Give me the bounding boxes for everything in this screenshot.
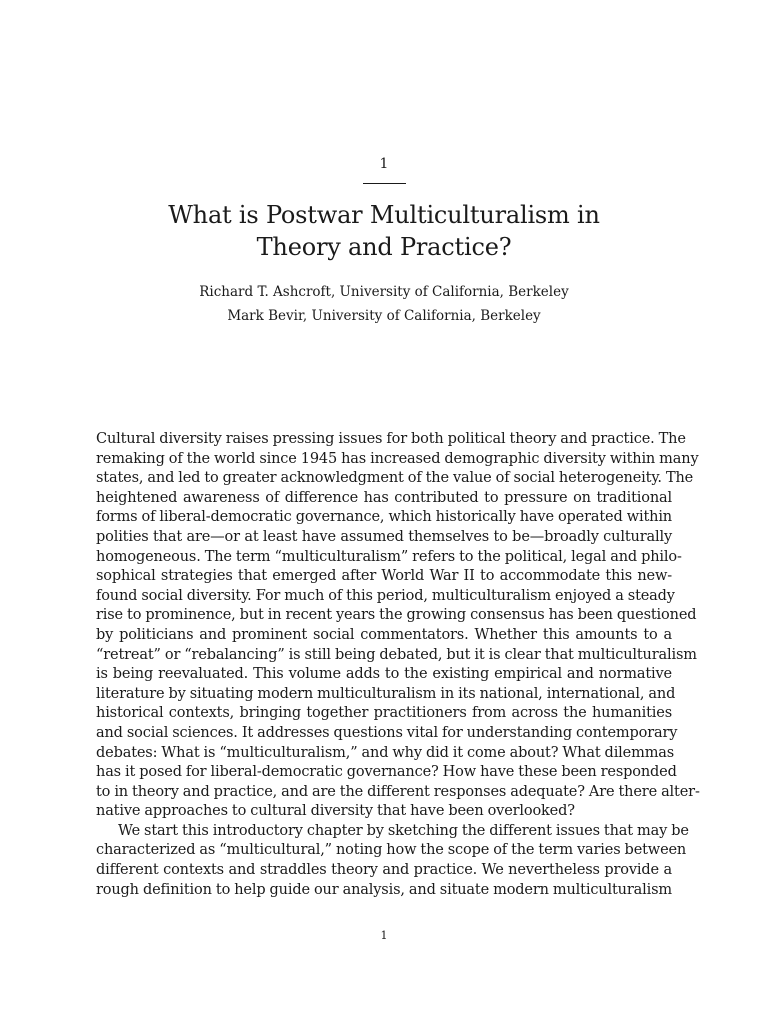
text-line: states, and led to greater acknowledgment of the value of social heterogeneity. The xyxy=(96,470,694,487)
text-line: rise to prominence, but in recent years the growing consensus has been questioned xyxy=(96,607,697,624)
text-line: to in theory and practice, and are the different responses adequate? Are there alter- xyxy=(96,783,700,800)
text-line: rough definition to help guide our analysis, and situate modern multiculturalism xyxy=(96,881,672,898)
chapter-number-rule xyxy=(363,183,406,184)
text-line: “retreat” or “rebalancing” is still being debated, but it is clear that multiculturalism xyxy=(96,646,697,663)
text-line: has it posed for liberal-democratic governance? How have these been responded xyxy=(96,764,677,781)
text-line: debates: What is “multiculturalism,” and why did it come about? What dilemmas xyxy=(96,744,675,761)
text-line: characterized as “multicultural,” noting how the scope of the term varies between xyxy=(96,842,687,859)
text-line: and social sciences. It addresses questions vital for understanding contemporary xyxy=(96,724,678,741)
text-line: native approaches to cultural diversity that have been overlooked? xyxy=(96,803,575,820)
author-list xyxy=(60,280,708,328)
text-line: literature by situating modern multiculturalism in its national, international, and xyxy=(96,685,676,702)
author-affiliation: Richard T. Ashcroft, University of California, Berkeley xyxy=(199,284,569,300)
chapter-title-line: Theory and Practice? xyxy=(256,233,512,261)
chapter-number: 1 xyxy=(379,156,389,172)
author-affiliation: Mark Bevir, University of California, Berkeley xyxy=(227,308,541,324)
text-line: different contexts and straddles theory and practice. We nevertheless provide a xyxy=(96,862,672,879)
text-line: Cultural diversity raises pressing issues for both political theory and practice. The xyxy=(96,431,686,447)
text-line: is being reevaluated. This volume adds to the existing empirical and normative xyxy=(96,666,672,683)
paragraph xyxy=(96,430,700,822)
text-line: found social diversity. For much of this period, multiculturalism enjoyed a steady xyxy=(96,587,675,604)
chapter-title xyxy=(100,199,668,263)
text-line: polities that are—or at least have assumed themselves to be—broadly culturally xyxy=(96,528,672,545)
paragraph xyxy=(96,822,689,900)
page-number: 1 xyxy=(380,929,388,942)
text-line: sophical strategies that emerged after World War II to accommodate this new- xyxy=(96,568,672,585)
text-line: homogeneous. The term “multiculturalism” refers to the political, legal and philo- xyxy=(96,548,682,565)
chapter-title-line: What is Postwar Multiculturalism in xyxy=(168,201,600,229)
body-text xyxy=(96,430,700,900)
text-line: remaking of the world since 1945 has increased demographic diversity within many xyxy=(96,450,699,467)
text-line: heightened awareness of difference has contributed to pressure on traditional xyxy=(96,489,672,506)
text-line: We start this introductory chapter by sketching the different issues that may be xyxy=(118,822,689,839)
text-line: by politicians and prominent social commentators. Whether this amounts to a xyxy=(96,626,672,643)
text-line: forms of liberal-democratic governance, which historically have operated within xyxy=(96,509,672,526)
text-line: historical contexts, bringing together practitioners from across the humanities xyxy=(96,705,672,722)
